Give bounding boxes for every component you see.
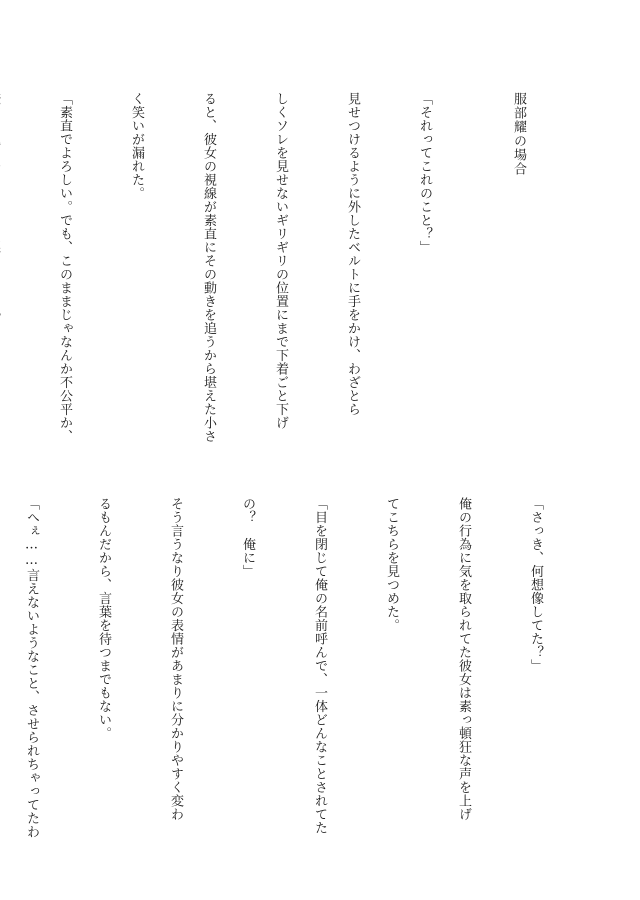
text-column-top <box>57 92 578 443</box>
text-line <box>0 92 4 422</box>
text-line: そう言うなり彼女の表情があまりに分かりやすく変わ <box>168 497 183 821</box>
text-line: しくソレを見せないギリギリの位置にまで下着ごと下げ <box>273 92 288 430</box>
text-column-bottom <box>24 497 595 839</box>
text-line: 「それってこれのこと？」 <box>417 92 432 254</box>
text-line: 「さっき、何想像してた？」 <box>528 497 543 673</box>
text-line: るもんだから、言葉を待つまでもない。 <box>96 497 111 740</box>
text-line: 「へぇ……言えないようなこと、させられちゃってたわ <box>24 497 39 839</box>
text-line: の？ 俺に」 <box>240 497 255 578</box>
chapter-title: 服部耀の場合 <box>511 92 526 176</box>
text-line: 俺の行為に気を取られてた彼女は素っ頓狂な声を上げ <box>456 497 471 821</box>
text-line: 「素直でよろしい。でも、このままじゃなんか不公平か、 <box>57 92 72 443</box>
text-line: 見せつけるように外したベルトに手をかけ、わざとら <box>345 92 360 416</box>
text-line: 「目を閉じて俺の名前呼んで、一体どんなことされてた <box>312 497 327 835</box>
text-line: く笑いが漏れた。 <box>129 92 144 200</box>
text-line: てこちらを見つめた。 <box>384 497 399 632</box>
text-line: ると、彼女の視線が素直にその動きを追うから堪えた小さ <box>201 92 216 443</box>
